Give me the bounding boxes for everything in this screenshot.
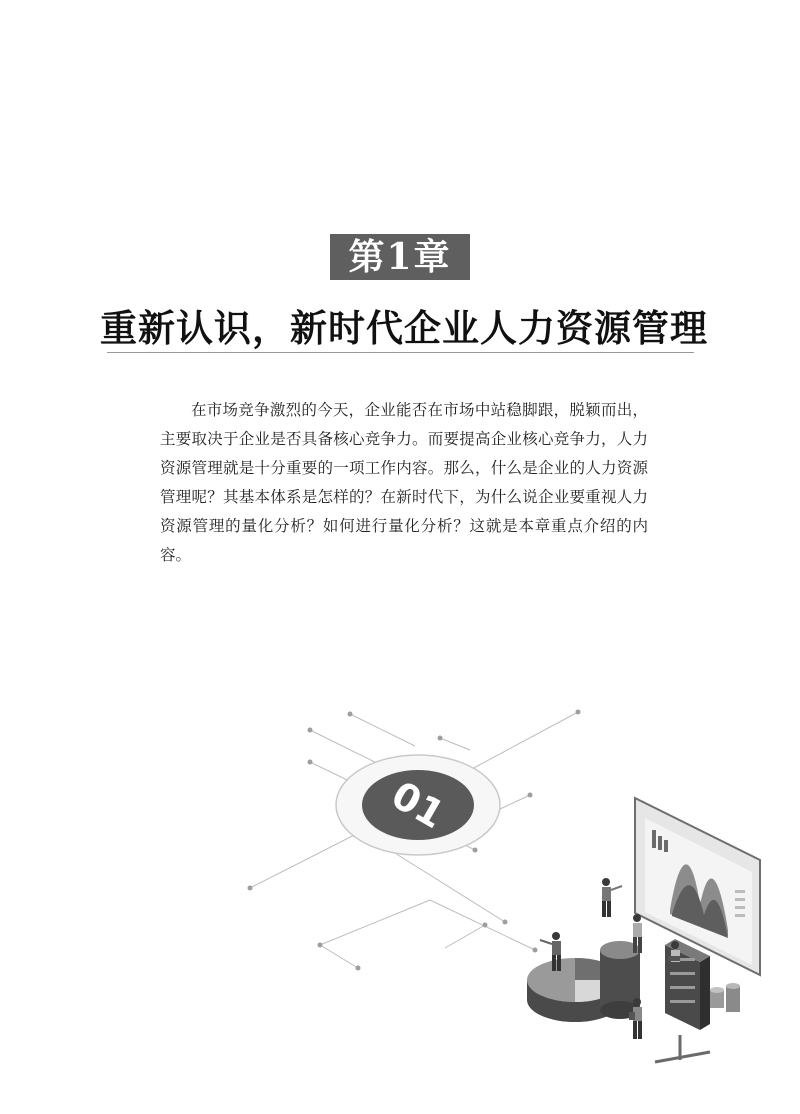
number-badge [336, 755, 500, 855]
coin-stacks [710, 983, 740, 1012]
title-divider [107, 352, 694, 353]
server-rack [655, 939, 710, 1062]
chapter-label: 第1章 [330, 234, 470, 280]
chapter-illustration [240, 700, 800, 1090]
badge-number: 01 [384, 772, 452, 838]
chapter-intro [160, 396, 648, 570]
chapter-title: 重新认识，新时代企业人力资源管理 [100, 306, 708, 350]
person-pointing [602, 878, 622, 917]
dashboard-screen [635, 798, 760, 975]
intro-paragraph: 在市场竞争激烈的今天，企业能否在市场中站稳脚跟，脱颖而出，主要取决于企业是否具备核心竞争力。而要提高企业核心竞争力，人力资源管理就是十分重要的一项工作内容。那么，什么是企业的人力资源管理呢？其基本体系是怎样的？在新时代下，为什么说企业要重视人力资源管理的量化分析？如何进行量化分析？这就是本章重点介绍的内容。 [160, 401, 648, 564]
